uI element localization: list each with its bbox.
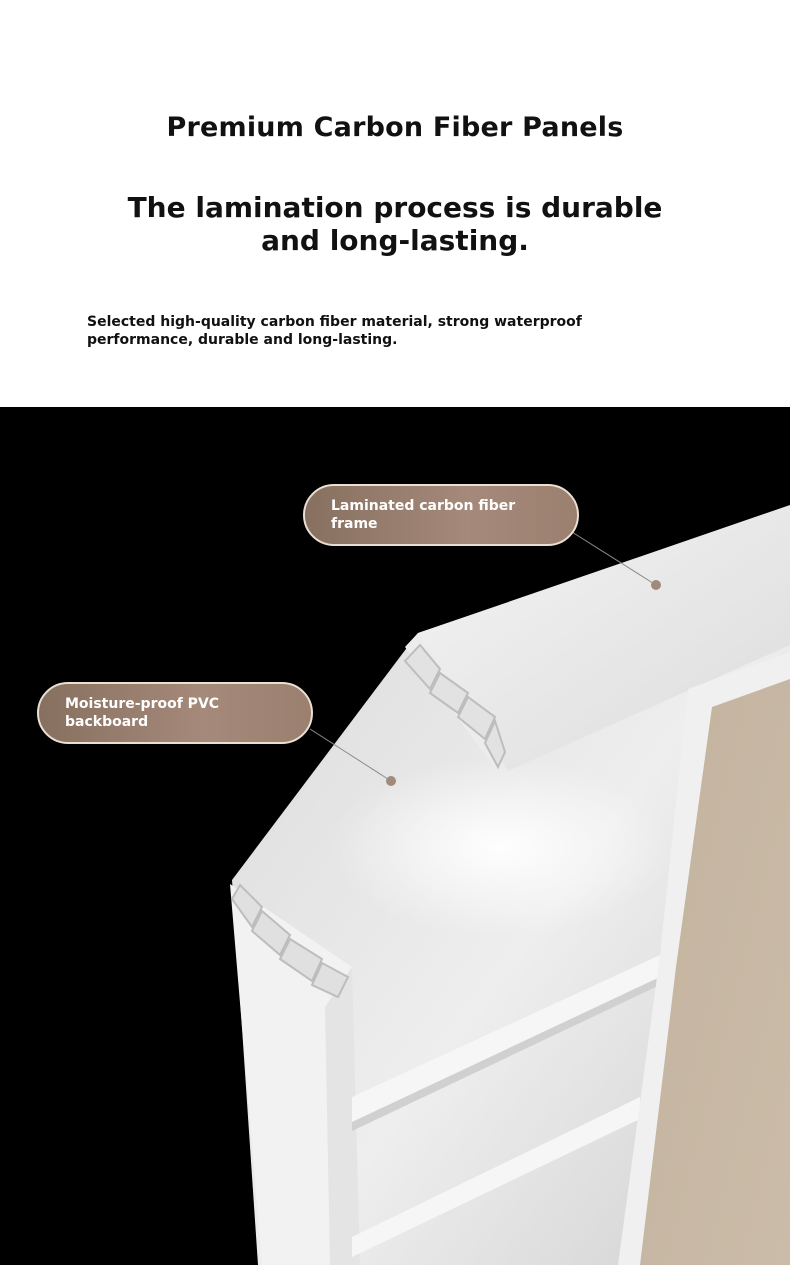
callout-pvc-backboard (37, 682, 313, 744)
page-subtitle: The lamination process is durable and long-lasting. (127, 191, 663, 257)
product-description: Selected high-quality carbon fiber material, strong waterproof performance, durable and long-lasting. (87, 314, 582, 348)
callout-pvc-backboard-label: Moisture-proof PVC backboard (65, 696, 220, 730)
callout-carbon-frame (303, 484, 579, 546)
intro-section (0, 0, 790, 407)
page-title: Premium Carbon Fiber Panels (166, 112, 624, 143)
light-glow (330, 757, 670, 937)
product-photo (0, 407, 790, 1265)
callout-dot-backboard (386, 776, 396, 786)
callout-carbon-frame-label: Laminated carbon fiber frame (331, 498, 516, 532)
callout-dot-frame (651, 580, 661, 590)
